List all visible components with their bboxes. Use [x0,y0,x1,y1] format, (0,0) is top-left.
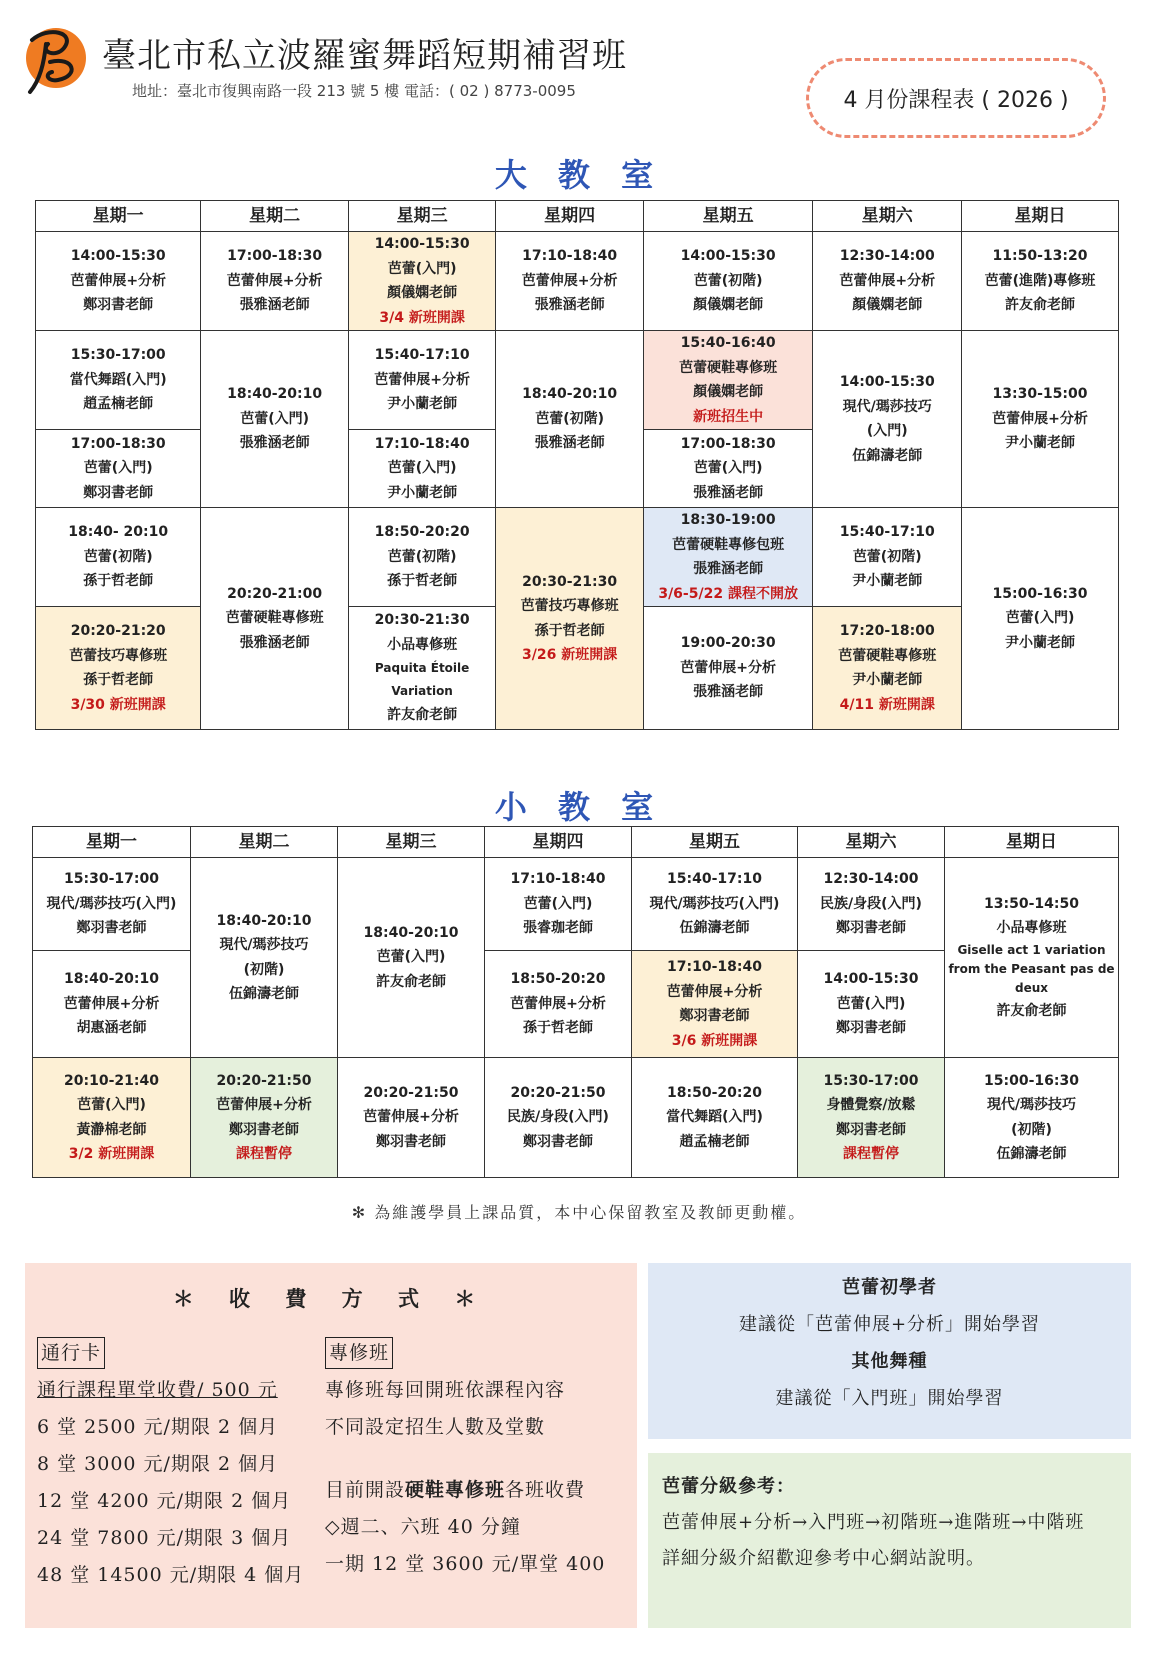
class-cell: 14:00-15:30 芭蕾(初階) 顏儀嫻老師 [643,232,813,331]
class-cell: 17:10-18:40 芭蕾(入門) 尹小蘭老師 [348,430,495,508]
fee-line: 8 堂 3000 元/期限 2 個月 [37,1453,279,1475]
address-phone: 地址：臺北市復興南路一段 213 號 5 樓 電話：( 02 ) 8773-0095 [132,82,576,100]
class-cell: 15:40-17:10 芭蕾(初階) 尹小蘭老師 [813,508,962,607]
class-cell: 13:50-14:50 小品專修班 Giselle act 1 variation from the Peasant pas de deux 許友俞老師 [945,858,1119,1058]
day-header: 星期日 [961,201,1118,232]
class-cell: 15:00-16:30 現代/瑪莎技巧 (初階) 伍錦濤老師 [945,1058,1119,1178]
levels-path: 芭蕾伸展+分析→入門班→初階班→進階班→中階班 [662,1512,1085,1533]
day-header: 星期四 [496,201,643,232]
day-header: 星期四 [485,827,632,858]
fee-title: ＊ 收 費 方 式 ＊ [172,1286,490,1311]
class-cell: 15:30-17:00 現代/瑪莎技巧(入門) 鄭羽書老師 [33,858,191,951]
class-cell: 18:50-20:20 芭蕾伸展+分析 孫于哲老師 [485,951,632,1058]
large-room-title: 大 教 室 [494,156,664,194]
beginner-advice-panel [648,1263,1131,1439]
class-cell: 20:20-21:50 芭蕾伸展+分析 鄭羽書老師 課程暫停 [191,1058,338,1178]
class-cell: 20:10-21:40 芭蕾(入門) 黃瀞棉老師 3/2 新班開課 [33,1058,191,1178]
class-cell: 20:20-21:50 民族/身段(入門) 鄭羽書老師 [485,1058,632,1178]
class-cell: 15:40-17:10 現代/瑪莎技巧(入門) 伍錦濤老師 [632,858,798,951]
class-cell: 20:20-21:20 芭蕾技巧專修班 孫于哲老師 3/30 新班開課 [36,607,201,730]
class-cell: 20:30-21:30 芭蕾技巧專修班 孫于哲老師 3/26 新班開課 [496,508,643,730]
day-header: 星期一 [33,827,191,858]
month-badge: 4 月份課程表 ( 2026 ) [806,58,1106,138]
class-cell: 20:20-21:50 芭蕾伸展+分析 鄭羽書老師 [338,1058,485,1178]
advice-line: 建議從「入門班」開始學習 [775,1388,1004,1409]
school-name: 臺北市私立波羅蜜舞蹈短期補習班 [102,36,627,76]
fee-line: 目前開設硬鞋專修班各班收費 [325,1479,586,1501]
class-cell: 14:00-15:30 芭蕾(入門) 顏儀嫻老師 3/4 新班開課 [348,232,495,331]
schedule-note: ✻ 為維護學員上課品質，本中心保留教室及教師更動權。 [351,1203,807,1222]
fee-line: 24 堂 7800 元/期限 3 個月 [37,1527,292,1549]
class-cell: 18:40-20:10 芭蕾伸展+分析 胡惠涵老師 [33,951,191,1058]
day-header: 星期二 [191,827,338,858]
class-cell: 18:30-19:00 芭蕾硬鞋專修包班 張雅涵老師 3/6-5/22 課程不開放 [643,508,813,607]
class-cell: 17:10-18:40 芭蕾伸展+分析 鄭羽書老師 3/6 新班開課 [632,951,798,1058]
day-header-row [36,201,1119,232]
class-cell: 18:40-20:10 芭蕾(入門) 張雅涵老師 [201,331,348,508]
large-room-schedule [35,200,1119,730]
day-header: 星期三 [338,827,485,858]
class-cell: 18:40- 20:10 芭蕾(初階) 孫于哲老師 [36,508,201,607]
class-cell: 15:00-16:30 芭蕾(入門) 尹小蘭老師 [961,508,1118,730]
class-cell: 14:00-15:30 芭蕾伸展+分析 鄭羽書老師 [36,232,201,331]
fee-line: 一期 12 堂 3600 元/單堂 400 [325,1553,606,1575]
day-header: 星期六 [813,201,962,232]
fee-line: 48 堂 14500 元/期限 4 個月 [37,1564,305,1586]
day-header: 星期六 [798,827,945,858]
day-header: 星期三 [348,201,495,232]
class-cell: 12:30-14:00 芭蕾伸展+分析 顏儀嫻老師 [813,232,962,331]
class-cell: 15:30-17:00 身體覺察/放鬆 鄭羽書老師 課程暫停 [798,1058,945,1178]
small-room-title: 小 教 室 [494,788,664,826]
class-cell: 15:40-17:10 芭蕾伸展+分析 尹小蘭老師 [348,331,495,430]
day-header: 星期日 [945,827,1119,858]
fee-line: 6 堂 2500 元/期限 2 個月 [37,1416,279,1438]
class-cell: 17:00-18:30 芭蕾伸展+分析 張雅涵老師 [201,232,348,331]
fee-line: 不同設定招生人數及堂數 [325,1416,546,1438]
advice-heading: 芭蕾初學者 [842,1277,937,1298]
day-header-row [33,827,1119,858]
class-cell: 19:00-20:30 芭蕾伸展+分析 張雅涵老師 [643,607,813,730]
class-cell: 11:50-13:20 芭蕾(進階)專修班 許友俞老師 [961,232,1118,331]
fee-line: ◇週二、六班 40 分鐘 [325,1516,521,1538]
fee-panel [25,1263,637,1628]
day-header: 星期五 [643,201,813,232]
class-cell: 14:00-15:30 現代/瑪莎技巧 (入門) 伍錦濤老師 [813,331,962,508]
levels-title: 芭蕾分級參考： [662,1476,795,1497]
class-cell: 13:30-15:00 芭蕾伸展+分析 尹小蘭老師 [961,331,1118,508]
class-cell: 17:00-18:30 芭蕾(入門) 張雅涵老師 [643,430,813,508]
class-cell: 15:30-17:00 當代舞蹈(入門) 趙孟楠老師 [36,331,201,430]
class-cell: 20:30-21:30 小品專修班 Paquita Étoile Variation 許友俞老師 [348,607,495,730]
class-cell: 18:50-20:20 芭蕾(初階) 孫于哲老師 [348,508,495,607]
school-logo [18,18,92,98]
class-cell: 18:40-20:10 現代/瑪莎技巧 (初階) 伍錦濤老師 [191,858,338,1058]
class-cell: 12:30-14:00 民族/身段(入門) 鄭羽書老師 [798,858,945,951]
class-cell: 18:40-20:10 芭蕾(初階) 張雅涵老師 [496,331,643,508]
class-cell: 17:00-18:30 芭蕾(入門) 鄭羽書老師 [36,430,201,508]
levels-more: 詳細分級介紹歡迎參考中心網站說明。 [662,1548,985,1569]
day-header: 星期二 [201,201,348,232]
pass-card-heading: 通行卡 [37,1337,105,1369]
fee-line: 專修班每回開班依課程內容 [325,1379,566,1401]
class-cell: 14:00-15:30 芭蕾(入門) 鄭羽書老師 [798,951,945,1058]
day-header: 星期一 [36,201,201,232]
small-room-schedule [32,826,1119,1178]
special-class-column [325,1335,605,1583]
class-cell: 18:40-20:10 芭蕾(入門) 許友俞老師 [338,858,485,1058]
fee-line: 通行課程單堂收費/ 500 元 [37,1379,278,1401]
ballet-levels-panel [648,1453,1131,1628]
class-cell: 17:20-18:00 芭蕾硬鞋專修班 尹小蘭老師 4/11 新班開課 [813,607,962,730]
pass-card-column [37,1335,304,1594]
class-cell: 17:10-18:40 芭蕾伸展+分析 張雅涵老師 [496,232,643,331]
class-cell: 17:10-18:40 芭蕾(入門) 張睿珈老師 [485,858,632,951]
class-cell: 20:20-21:00 芭蕾硬鞋專修班 張雅涵老師 [201,508,348,730]
class-cell: 18:50-20:20 當代舞蹈(入門) 趙孟楠老師 [632,1058,798,1178]
class-cell: 15:40-16:40 芭蕾硬鞋專修班 顏儀嫻老師 新班招生中 [643,331,813,430]
special-class-heading: 專修班 [325,1337,393,1369]
day-header: 星期五 [632,827,798,858]
fee-line: 12 堂 4200 元/期限 2 個月 [37,1490,292,1512]
advice-line: 建議從「芭蕾伸展+分析」開始學習 [738,1314,1041,1335]
advice-heading: 其他舞種 [851,1351,928,1372]
